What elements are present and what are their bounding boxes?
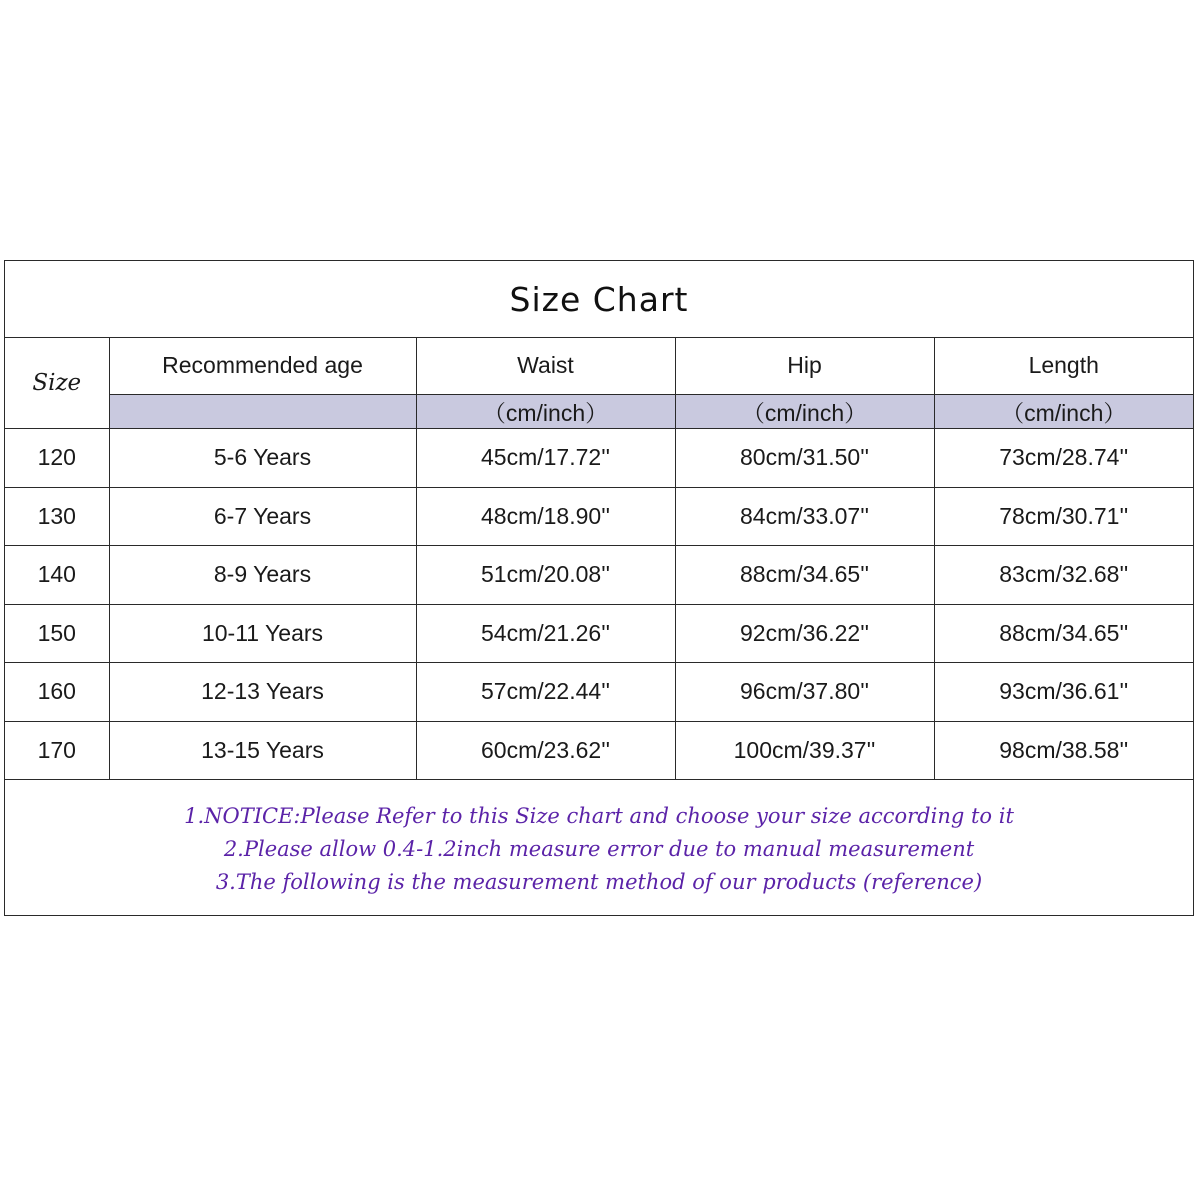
waist-header: Waist [416,337,675,395]
age-cell: 13-15 Years [109,721,416,780]
length-cell: 73cm/28.74'' [934,429,1193,488]
size-cell: 150 [5,604,109,663]
size-header: Size [5,337,109,429]
hip-header: Hip [675,337,934,395]
table-row [5,487,1193,546]
chart-title: Size Chart [509,279,689,319]
waist-cell: 57cm/22.44'' [416,663,675,722]
age-unit-cell [109,395,416,429]
age-cell: 10-11 Years [109,604,416,663]
note-line: 2.Please allow 0.4-1.2inch measure error due to manual measurement [223,837,975,861]
table-row [5,429,1193,488]
hip-cell: 80cm/31.50'' [675,429,934,488]
header-row [5,337,1193,395]
length-cell: 98cm/38.58'' [934,721,1193,780]
age-header: Recommended age [109,337,416,395]
size-cell: 140 [5,546,109,605]
size-cell: 160 [5,663,109,722]
size-cell: 170 [5,721,109,780]
notes-section [5,782,1193,917]
size-cell: 130 [5,487,109,546]
hip-cell: 88cm/34.65'' [675,546,934,605]
hip-cell: 100cm/39.37'' [675,721,934,780]
waist-cell: 51cm/20.08'' [416,546,675,605]
unit-row [5,395,1193,429]
table-row [5,663,1193,722]
length-cell: 93cm/36.61'' [934,663,1193,722]
waist-cell: 48cm/18.90'' [416,487,675,546]
waist-cell: 60cm/23.62'' [416,721,675,780]
table-row [5,721,1193,780]
age-cell: 5-6 Years [109,429,416,488]
size-grid [5,337,1193,780]
age-cell: 12-13 Years [109,663,416,722]
hip-cell: 96cm/37.80'' [675,663,934,722]
length-cell: 83cm/32.68'' [934,546,1193,605]
table-row [5,604,1193,663]
hip-unit: （cm/inch） [675,395,934,429]
note-line: 3.The following is the measurement method of our products (reference) [215,870,983,894]
length-cell: 78cm/30.71'' [934,487,1193,546]
length-header: Length [934,337,1193,395]
note-line: 1.NOTICE:Please Refer to this Size chart and choose your size according to it [184,804,1014,828]
age-cell: 6-7 Years [109,487,416,546]
length-cell: 88cm/34.65'' [934,604,1193,663]
hip-cell: 92cm/36.22'' [675,604,934,663]
hip-cell: 84cm/33.07'' [675,487,934,546]
size-chart-table [4,260,1194,916]
waist-unit: （cm/inch） [416,395,675,429]
length-unit: （cm/inch） [934,395,1193,429]
waist-cell: 54cm/21.26'' [416,604,675,663]
title-row [5,261,1193,338]
waist-cell: 45cm/17.72'' [416,429,675,488]
table-row [5,546,1193,605]
age-cell: 8-9 Years [109,546,416,605]
size-cell: 120 [5,429,109,488]
